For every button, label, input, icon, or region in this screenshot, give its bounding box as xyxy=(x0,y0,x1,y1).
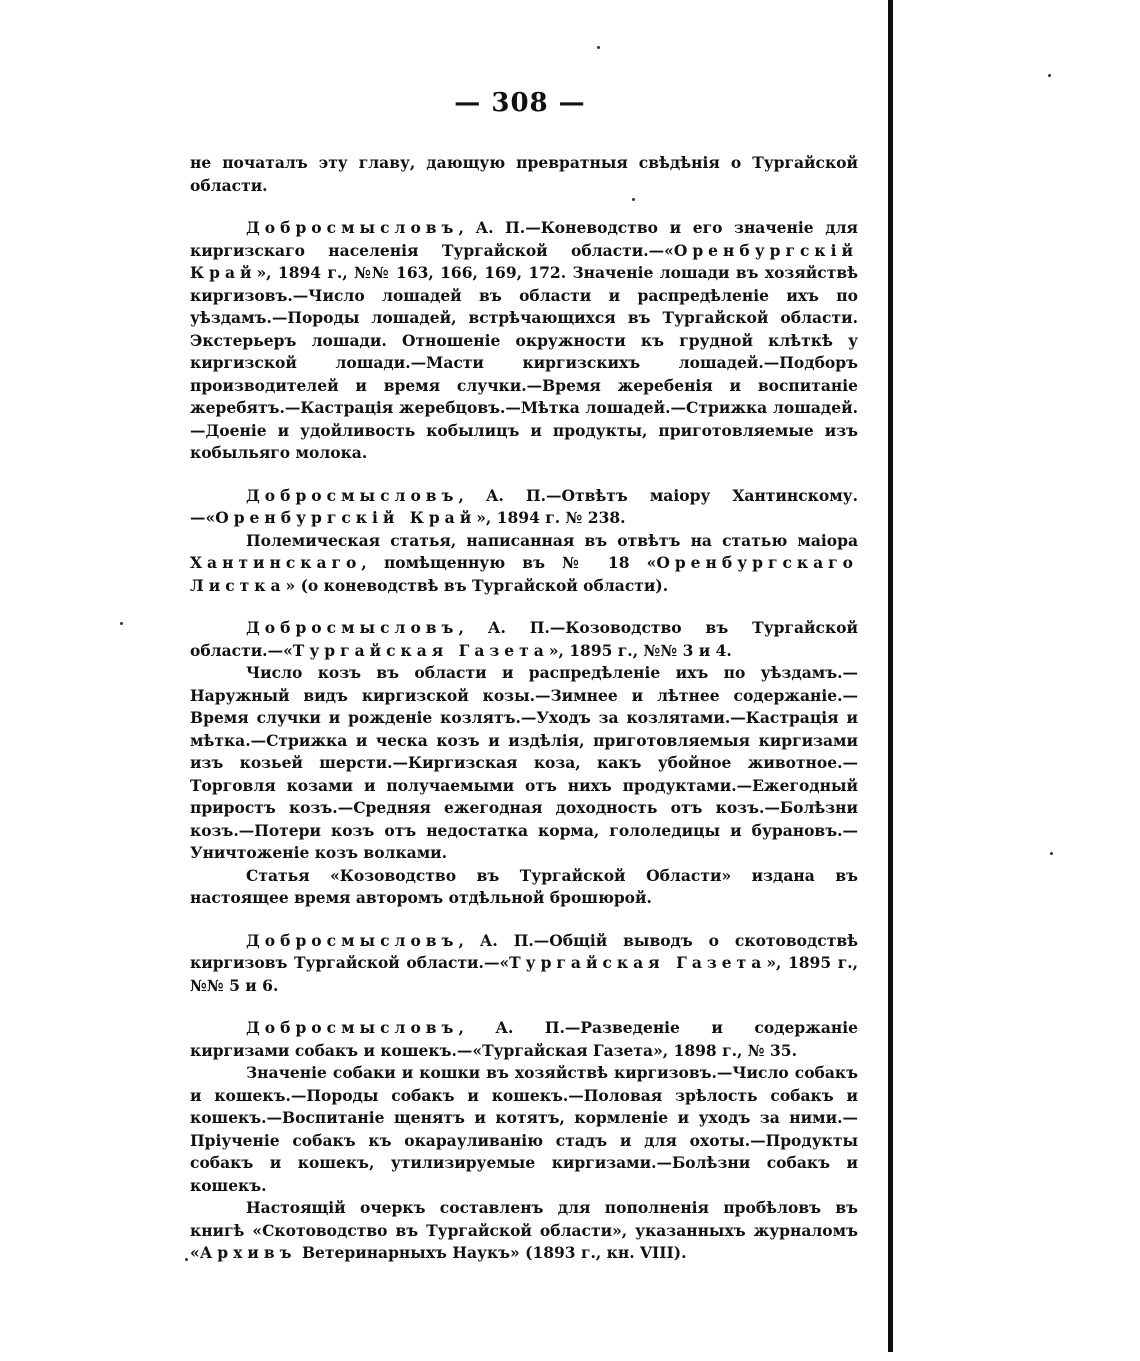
scan-speck xyxy=(597,46,600,49)
entry-author: Добросмысловъ xyxy=(246,218,459,237)
text-column xyxy=(190,152,858,1265)
periodical-title: Оренбургскаго Листка xyxy=(190,553,858,595)
entry-citation xyxy=(190,217,858,465)
bibliography-entry xyxy=(190,217,858,465)
bibliography-entry xyxy=(190,485,858,598)
bibliography-entry xyxy=(190,1017,858,1265)
citation-text: , А. П.—Общій выводъ о скотоводствѣ киргизовъ Тургайской области.—« xyxy=(190,930,858,972)
entry-note: Статья «Козоводство въ Тургайской Области» издана въ настоящее время авторомъ отдѣльной брошюрой. xyxy=(190,865,858,907)
bibliography-entry xyxy=(190,930,858,998)
periodical-title: Тургайская Газета xyxy=(292,640,549,660)
entry-citation xyxy=(190,485,858,530)
citation-end: », 1895 г., №№ 3 и 4. xyxy=(548,640,732,660)
bibliography-entry xyxy=(190,617,858,910)
citation-text: , А. П.—Разведеніе и содержаніе киргизами собакъ и кошекъ.—«Тургайская Газета», 1898 г., № 35. xyxy=(190,1018,858,1060)
entry-description xyxy=(190,530,858,598)
entry-author: Добросмысловъ xyxy=(246,1018,459,1037)
citation-text: , А. П.—Коневодство и его значеніе для киргизскаго населенія Тургайской области.—« xyxy=(190,218,858,260)
entry-citation xyxy=(190,617,858,662)
scan-speck xyxy=(1050,852,1053,855)
page-number: — 308 — xyxy=(454,88,586,118)
entry-author: Добросмысловъ xyxy=(246,618,459,637)
scan-speck xyxy=(1048,74,1051,77)
desc-text: , помѣщенную въ № 18 « xyxy=(361,553,657,572)
desc-text: Полемическая статья, написанная въ отвѣтъ на статью маіора xyxy=(246,530,858,550)
note-text: Настоящій очеркъ составленъ для пополненія пробѣловъ въ книгѣ «Скотоводство въ Тургайской области», указанныхъ журналомъ « xyxy=(190,1198,858,1262)
citation-end: », 1894 г., №№ 163, 166, 169, 172. xyxy=(256,263,567,282)
scan-speck xyxy=(120,622,123,625)
note-text: Ветеринарныхъ Наукъ» (1893 г., кн. VIII). xyxy=(296,1243,687,1262)
citation-end: », 1894 г. № 238. xyxy=(476,508,626,527)
page-edge-rule xyxy=(888,0,893,1352)
periodical-title: Тургайская Газета xyxy=(509,953,767,972)
intro-paragraph: не початалъ эту главу, дающую превратныя свѣдѣнія о Тургайской области. xyxy=(190,153,858,195)
periodical-title: Оренбургскій Край xyxy=(190,240,858,282)
scan-speck xyxy=(185,1258,188,1261)
periodical-title: Оренбургскій Край xyxy=(215,508,477,527)
entry-citation xyxy=(190,930,858,998)
person-name: Хантинскаго xyxy=(190,553,362,572)
entry-description: Число козъ въ области и распредѣленіе ихъ по уѣздамъ.—Наружный видъ киргизской козы.—Зимнее и лѣтнее содержаніе.—Время случки и рожденіе козлятъ.—Уходъ за козлятами.—Кастрація и мѣтка.—Стрижка и ческа козъ и издѣлія, приготовляемыя киргизами изъ козьей шерсти.—Киргизская коза, какъ убойное животное.—Торговля козами и получаемыми отъ нихъ продуктами.—Ежегодный приростъ козъ.—Средняя ежегодная доходность отъ козъ.—Болѣзни козъ.—Потери козъ отъ недостатка корма, гололедицы и бурановъ.—Уничтоженіе козъ волками. xyxy=(190,663,858,862)
entry-description: Значеніе собаки и кошки въ хозяйствѣ киргизовъ.—Число собакъ и кошекъ.—Породы собакъ и кошекъ.—Половая зрѣлость собакъ и кошекъ.—Воспитаніе щенятъ и котятъ, кормленіе и уходъ за ними.—Пріученіе собакъ къ окарауливанію стадъ и для охоты.—Продукты собакъ и кошекъ, утилизируемые киргизами.—Болѣзни собакъ и кошекъ. xyxy=(190,1063,858,1195)
citation-end: », 1895 г., №№ 5 и 6. xyxy=(190,953,858,995)
journal-title: Архивъ xyxy=(199,1243,297,1262)
desc-text: » (о коневодствѣ въ Тургайской области). xyxy=(285,575,669,595)
entry-note xyxy=(190,1197,858,1265)
citation-text: , А. П.—Отвѣтъ маіору Хантинскому.—« xyxy=(190,485,858,527)
entry-author: Добросмысловъ xyxy=(246,930,459,950)
entry-citation xyxy=(190,1017,858,1062)
citation-text: , А. П.—Козоводство въ Тургайской области.—« xyxy=(190,618,858,660)
entry-author: Добросмысловъ xyxy=(246,485,459,505)
entry-description: Значеніе лошади въ хозяйствѣ киргизовъ.—Число лошадей въ области и распредѣленіе ихъ по уѣздамъ.—Породы лошадей, встрѣчающихся въ Тургайской области. Экстерьеръ лошади. Отношеніе окружности къ грудной клѣткѣ у киргизской лошади.—Масти киргизскихъ лошадей.—Подборъ производителей и время случки.—Время жеребенія и воспитаніе жеребятъ.—Кастрація жеребцовъ.—Мѣтка лошадей.—Стрижка лошадей.—Доеніе и удойливость кобылицъ и продукты, приготовляемые изъ кобыльяго молока. xyxy=(190,263,858,462)
